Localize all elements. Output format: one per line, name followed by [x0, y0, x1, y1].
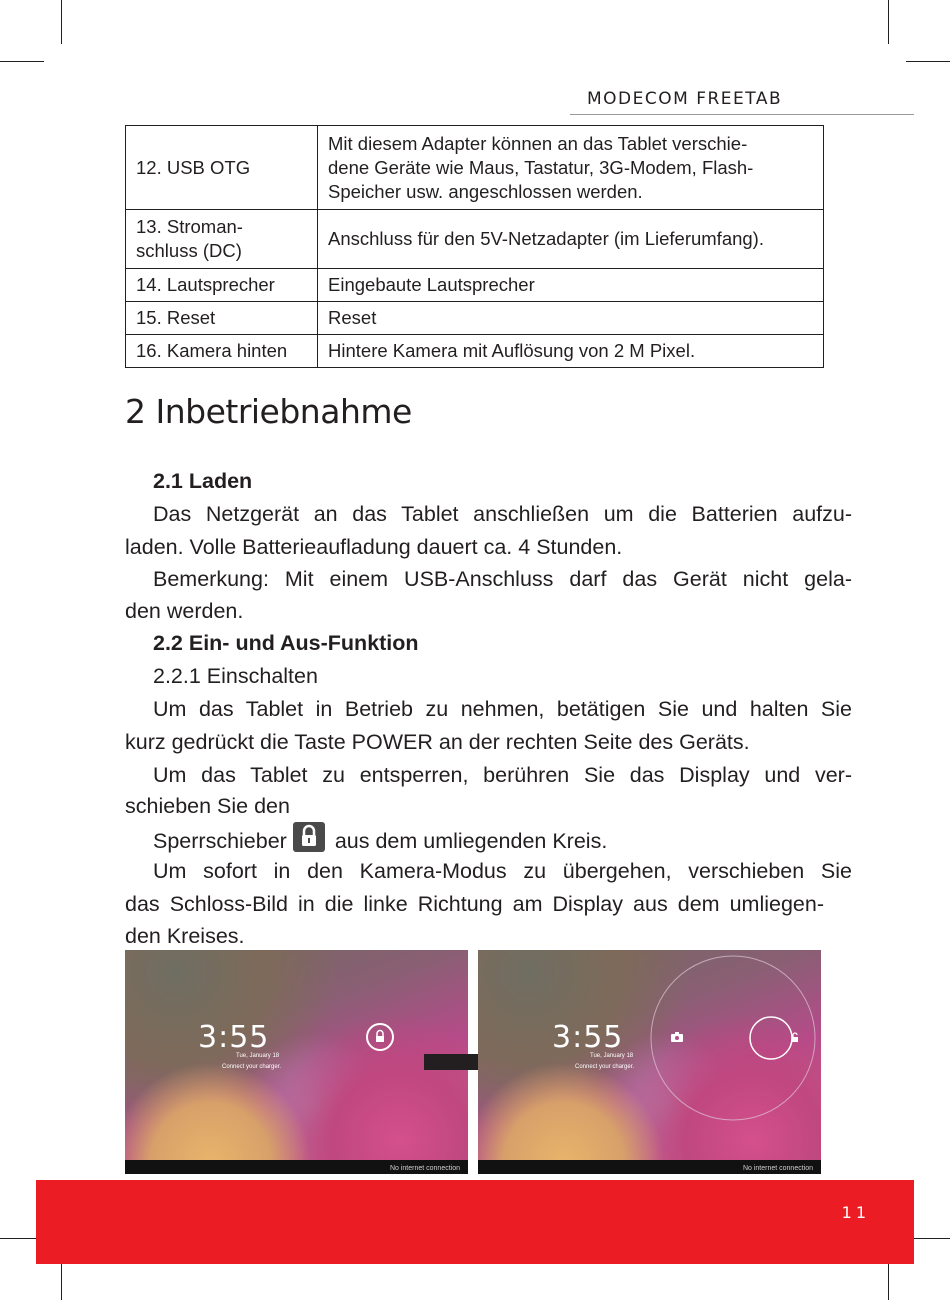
- paragraph-line: Um das Tablet in Betrieb zu nehmen, betätigen Sie und halten Sie: [153, 697, 852, 721]
- clock-date: Tue, January 18: [236, 1053, 280, 1059]
- table-row: [126, 302, 824, 335]
- table-cell-desc: [318, 126, 824, 210]
- lock-icon: [293, 822, 325, 852]
- crop-mark: [61, 0, 62, 44]
- charger-message: Connect your charger.: [575, 1064, 635, 1070]
- table-row: [126, 335, 824, 368]
- crop-mark: [906, 61, 950, 62]
- running-header: MODECOM FREETAB: [587, 89, 783, 109]
- desc-line: Mit diesem Adapter können an das Tablet verschie-: [328, 132, 748, 154]
- section-title: 2 Inbetriebnahme: [125, 392, 412, 431]
- status-bar: [478, 1160, 821, 1174]
- paragraph-line: kurz gedrückt die Taste POWER an der rechten Seite des Geräts.: [125, 730, 750, 754]
- subsection-title: 2.1 Laden: [153, 469, 253, 493]
- text-span: Sperrschieber: [153, 829, 287, 853]
- camera-icon: [671, 1032, 683, 1042]
- table-cell-name: 14. Lautsprecher: [126, 269, 318, 302]
- page-number: 11: [841, 1203, 870, 1222]
- table-cell-name: [126, 210, 318, 269]
- footer-bar: [36, 1180, 914, 1264]
- paragraph-line: laden. Volle Batterieaufladung dauert ca. 4 Stunden.: [125, 535, 623, 559]
- unlock-icon: [790, 1032, 800, 1042]
- paragraph-line: Das Netzgerät an das Tablet anschließen um die Batterien aufzu-: [153, 502, 852, 526]
- status-text: No internet connection: [389, 1165, 460, 1172]
- text-span: aus dem umliegenden Kreis.: [334, 829, 608, 853]
- table-cell-name: 16. Kamera hinten: [126, 335, 318, 368]
- table-row: [126, 269, 824, 302]
- header-rule: [570, 114, 914, 115]
- paragraph-line: den Kreises.: [125, 924, 245, 948]
- paragraph-line: Bemerkung: Mit einem USB-Anschluss darf das Gerät nicht gela-: [153, 567, 852, 591]
- lock-ring-icon: [365, 1022, 395, 1052]
- paragraph-line: das Schloss-Bild in die linke Richtung am Display aus dem umliegen-: [125, 892, 824, 916]
- crop-mark: [0, 61, 44, 62]
- table-row: [126, 210, 824, 269]
- status-bar: [125, 1160, 468, 1174]
- name-line: schluss (DC): [136, 240, 242, 261]
- paragraph-line: [125, 822, 852, 858]
- clock-date: Tue, January 18: [590, 1053, 634, 1059]
- table-cell-desc: Eingebaute Lautsprecher: [318, 269, 824, 302]
- subsubsection-title: 2.2.1 Einschalten: [153, 664, 318, 688]
- table-cell-desc: Anschluss für den 5V-Netzadapter (im Lieferumfang).: [318, 210, 824, 269]
- table-cell-name: 15. Reset: [126, 302, 318, 335]
- table-cell-desc: Hintere Kamera mit Auflösung von 2 M Pixel.: [318, 335, 824, 368]
- lockscreen-screenshot-after: [478, 950, 821, 1174]
- table-row: [126, 126, 824, 210]
- unlock-circle-ring: [618, 950, 821, 1164]
- clock-time: 3:55: [198, 1020, 270, 1055]
- paragraph-line: Um sofort in den Kamera-Modus zu übergehen, verschieben Sie: [153, 859, 852, 883]
- name-line: 13. Stroman-: [136, 216, 243, 237]
- subsection-title: 2.2 Ein- und Aus-Funktion: [153, 631, 419, 655]
- crop-mark: [888, 0, 889, 44]
- paragraph-line: schieben Sie den: [125, 794, 290, 818]
- clock-time: 3:55: [552, 1020, 624, 1055]
- desc-line: dene Geräte wie Maus, Tastatur, 3G-Modem, Flash-: [328, 156, 754, 178]
- desc-line: Speicher usw. angeschlossen werden.: [328, 180, 643, 202]
- table-cell-desc: Reset: [318, 302, 824, 335]
- status-text: No internet connection: [742, 1165, 813, 1172]
- paragraph-line: Um das Tablet zu entsperren, berühren Sie das Display und ver-: [153, 763, 852, 787]
- table-cell-name: 12. USB OTG: [126, 126, 318, 210]
- paragraph-line: den werden.: [125, 599, 244, 623]
- lockscreen-screenshot-before: [125, 950, 468, 1174]
- spec-table: [125, 125, 824, 368]
- charger-message: Connect your charger.: [222, 1064, 282, 1070]
